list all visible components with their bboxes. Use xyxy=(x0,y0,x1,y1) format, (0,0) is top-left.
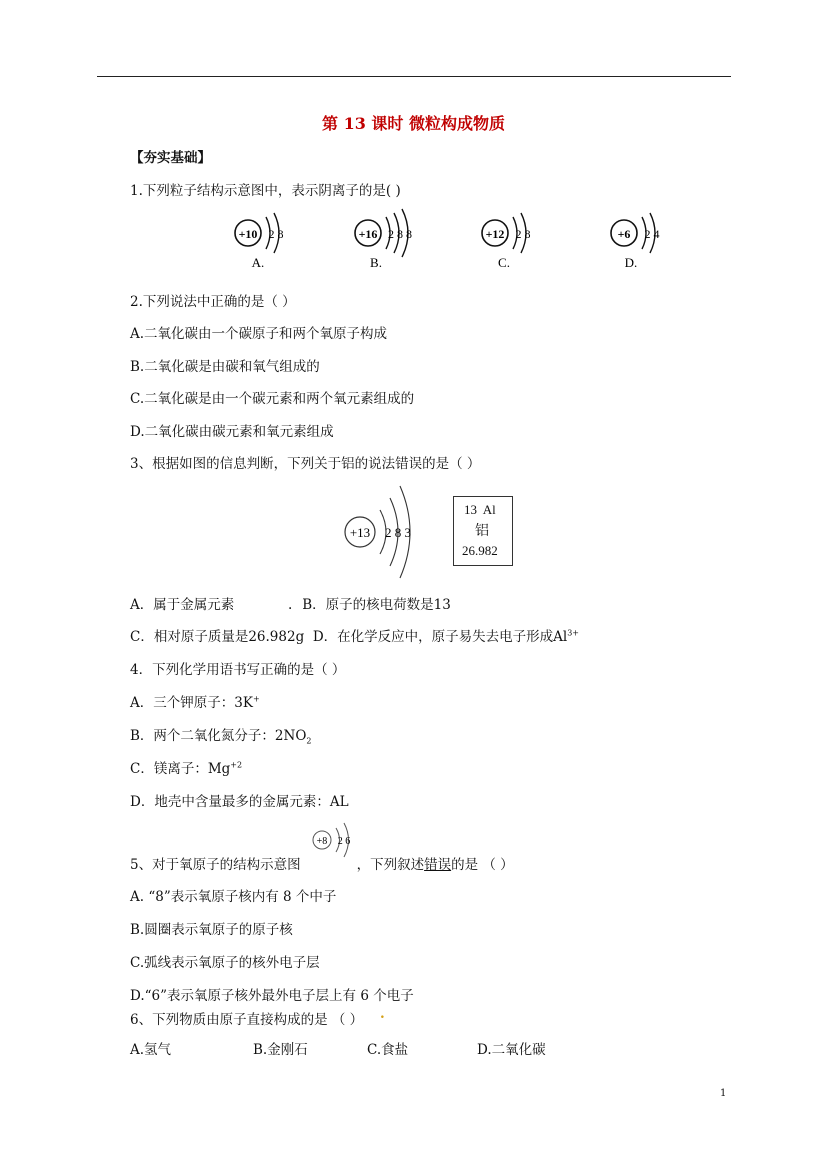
q1-d-shells: 2 4 xyxy=(644,227,660,241)
q1-a-shells: 2 8 xyxy=(268,227,284,241)
q4-option-c-line xyxy=(130,757,242,777)
q3-atom-diagram xyxy=(340,484,430,580)
q5-shells: 2 6 xyxy=(337,836,351,847)
q1-d-label: D. xyxy=(624,255,638,267)
q6-stem-line xyxy=(130,1006,385,1028)
header-rule xyxy=(97,76,731,77)
q1-b-nucleus: +16 xyxy=(358,227,378,241)
q6-option-a: A.氢气 xyxy=(130,1042,172,1058)
q5-nucleus: +8 xyxy=(316,836,328,847)
q4-option-d: D．地壳中含量最多的金属元素：AL xyxy=(130,794,349,810)
q1-b-label: B. xyxy=(370,255,382,267)
q4-option-c-charge: +2 xyxy=(230,760,243,770)
q3-atomic-mass: 26.982 xyxy=(462,543,498,558)
q4-option-a: A．三个钾原子：3K xyxy=(130,695,253,711)
q3-element-symbol: Al xyxy=(482,502,496,517)
q5-stem-key: 错误 xyxy=(424,857,452,873)
q3-nucleus: +13 xyxy=(349,525,371,540)
q5-stem-mid: ，下列叙述 xyxy=(356,857,425,873)
q3-option-d-charge: 3+ xyxy=(567,628,579,638)
q1-diagram-a xyxy=(230,205,290,267)
q6-stem-dot: . xyxy=(380,1006,385,1022)
q2-option-a: A.二氧化碳由一个碳原子和两个氧原子构成 xyxy=(130,326,388,342)
q5-stem-pre: 5、对于氧原子的结构示意图 xyxy=(130,857,301,873)
q1-c-label: C. xyxy=(498,255,510,267)
q6-option-c: C.食盐 xyxy=(367,1042,409,1058)
q4-option-c: C．镁离子：Mg xyxy=(130,761,231,777)
q5-stem xyxy=(130,853,514,873)
q5-stem-post: 的是 （ ） xyxy=(451,857,514,873)
q2-option-d: D.二氧化碳由碳元素和氧元素组成 xyxy=(130,424,334,440)
page-number: 1 xyxy=(720,1088,727,1099)
section-heading: 【夯实基础】 xyxy=(130,150,211,166)
q1-a-label: A. xyxy=(251,255,265,267)
q4-option-b: B．两个二氧化氮分子：2NO xyxy=(130,728,307,744)
page-title: 第 13 课时 微粒构成物质 xyxy=(322,114,505,133)
q1-diagram-b xyxy=(350,205,420,267)
q3-option-a: A．属于金属元素 xyxy=(130,597,235,613)
q6-stem: 6、下列物质由原子直接构成的是 （ ） xyxy=(130,1012,364,1028)
q1-diagram-d xyxy=(606,205,666,267)
q4-option-a-charge: + xyxy=(252,694,260,704)
q3-options-row2 xyxy=(130,625,579,645)
q2-option-c: C.二氧化碳是由一个碳元素和两个氧元素组成的 xyxy=(130,391,415,407)
q5-option-c: C.弧线表示氧原子的核外电子层 xyxy=(130,955,320,971)
q4-option-a-line xyxy=(130,691,260,711)
q3-options-row1 xyxy=(130,593,451,613)
q1-a-nucleus: +10 xyxy=(238,227,258,241)
q1-c-nucleus: +12 xyxy=(485,227,505,241)
q3-option-a-dot: . xyxy=(287,597,293,613)
q3-shells: 2 8 3 xyxy=(385,525,411,540)
q1-d-nucleus: +6 xyxy=(617,227,631,241)
q1-stem: 1.下列粒子结构示意图中，表示阴离子的是( ) xyxy=(130,183,401,199)
q1-b-shells: 2 8 8 xyxy=(388,227,412,241)
q4-option-b-subscript: 2 xyxy=(306,736,312,746)
q4-stem: 4．下列化学用语书写正确的是（ ） xyxy=(130,662,346,678)
q3-option-b: B．原子的核电荷数是13 xyxy=(302,597,451,613)
q1-diagram-c xyxy=(477,205,537,267)
q4-option-b-line xyxy=(130,724,311,746)
q3-option-c: C．相对原子质量是26.982g xyxy=(130,629,305,645)
q2-stem: 2.下列说法中正确的是（ ） xyxy=(130,294,296,310)
q3-element-name: 铝 xyxy=(475,524,489,539)
q3-stem: 3、根据如图的信息判断，下列关于铝的说法错误的是（ ） xyxy=(130,456,481,472)
q6-option-b: B.金刚石 xyxy=(253,1042,308,1058)
q2-option-b: B.二氧化碳是由碳和氧气组成的 xyxy=(130,359,320,375)
q3-atomic-number: 13 xyxy=(464,502,477,517)
q5-option-b: B.圆圈表示氧原子的原子核 xyxy=(130,922,293,938)
q1-c-shells: 2 8 xyxy=(515,227,531,241)
q3-element-card xyxy=(453,496,513,566)
q3-option-d: D．在化学反应中，原子易失去电子形成Al xyxy=(312,629,568,645)
q6-option-d: D.二氧化碳 xyxy=(477,1042,546,1058)
q5-option-d: D.“6”表示氧原子核外最外电子层上有 6 个电子 xyxy=(130,988,414,1004)
q5-option-a: A. “8”表示氧原子核内有 8 个中子 xyxy=(130,889,337,905)
